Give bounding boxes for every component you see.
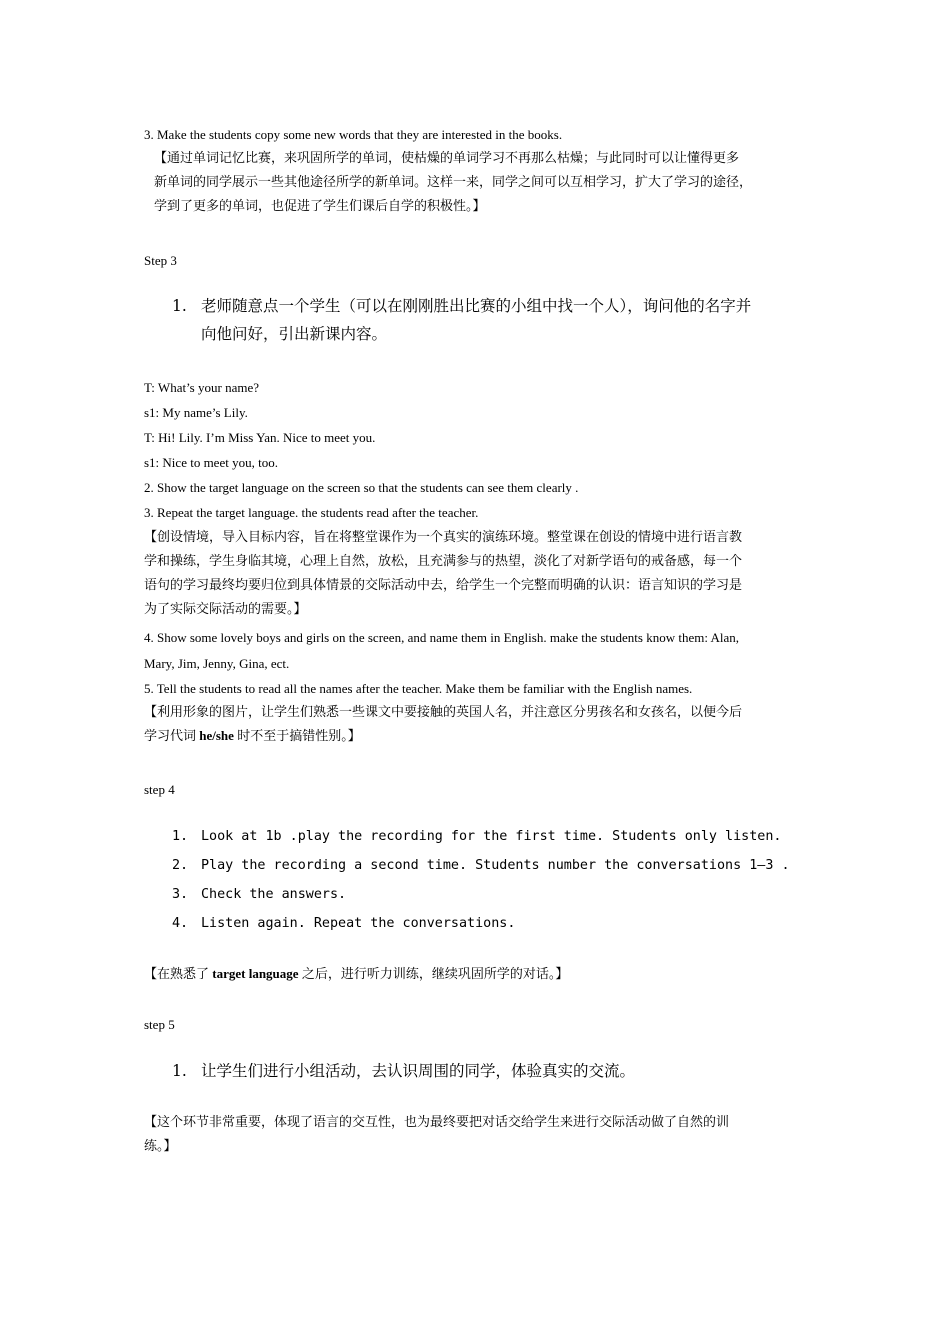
dialogue <box>144 375 812 525</box>
dialogue-line: T: What’s your name? <box>144 380 259 395</box>
note-text: 时不至于搞错性别。】 <box>233 728 361 743</box>
step2-note-line: 【通过单词记忆比赛，来巩固所学的单词，使枯燥的单词学习不再那么枯燥；与此同时可以让懂得更多 <box>154 150 740 165</box>
step3-chinese-list <box>172 292 822 348</box>
dialogue-line: s1: My name’s Lily. <box>144 405 248 420</box>
note-bold-text: target language <box>212 966 299 981</box>
dialogue-line: s1: Nice to meet you, too. <box>144 455 278 470</box>
note-text: 之后，进行听力训练，继续巩固所学的对话。】 <box>298 966 569 981</box>
list-text <box>201 292 751 348</box>
list-number: 3. <box>172 887 189 902</box>
list-item <box>172 1057 822 1085</box>
note-text: 学习代词 <box>144 728 200 743</box>
list-number: 2. <box>172 858 189 873</box>
list-text: Play the recording a second time. Students number the conversations 1—3 . <box>201 858 790 873</box>
step3-heading: Step 3 <box>144 253 177 268</box>
note-line: 练。】 <box>144 1138 177 1153</box>
step5-note <box>144 1110 812 1158</box>
step5-heading: step 5 <box>144 1017 175 1032</box>
list-number: 1. <box>172 829 189 844</box>
step3-item-4 <box>144 625 812 677</box>
step3-item-5: 5. Tell the students to read all the names after the teacher. Make them be familiar with the English names. <box>144 681 693 696</box>
step4-list <box>172 822 832 938</box>
list-number: 4. <box>172 916 189 931</box>
dialogue-line: T: Hi! Lily. I’m Miss Yan. Nice to meet you. <box>144 430 376 445</box>
step4-note <box>144 961 812 986</box>
step4-heading: step 4 <box>144 782 175 797</box>
item-line: 4. Show some lovely boys and girls on the screen, and name them in English. make the students know them: Alan, <box>144 630 740 645</box>
item-line: Mary, Jim, Jenny, Gina, ect. <box>144 656 290 671</box>
step3-note-2 <box>144 700 812 748</box>
note-line: 为了实际交际活动的需要。】 <box>144 601 307 616</box>
list-text: Listen again. Repeat the conversations. <box>201 916 516 931</box>
step2-note-line: 学到了更多的单词，也促进了学生们课后自学的积极性。】 <box>154 198 486 213</box>
list-number: 1. <box>172 1062 187 1080</box>
list-text: 让学生们进行小组活动，去认识周围的同学，体验真实的交流。 <box>201 1062 636 1080</box>
list-text-line: 老师随意点一个学生（可以在刚刚胜出比赛的小组中找一个人），询问他的名字并 <box>201 297 752 315</box>
list-text: Look at 1b .play the recording for the first time. Students only listen. <box>201 829 782 844</box>
step5-chinese-list <box>172 1057 822 1085</box>
list-item <box>172 851 832 880</box>
list-text: Check the answers. <box>201 887 347 902</box>
list-item <box>172 880 832 909</box>
list-text-line: 向他问好，引出新课内容。 <box>201 325 388 343</box>
list-item <box>172 292 822 348</box>
step3-note-1 <box>144 525 812 621</box>
step2-note <box>154 146 812 218</box>
note-bold-text: he/she <box>199 728 234 743</box>
step2-note-line: 新单词的同学展示一些其他途径所学的新单词。这样一来，同学之间可以互相学习，扩大了学习的途径， <box>154 174 753 189</box>
list-number: 1. <box>172 297 187 315</box>
note-text: 【在熟悉了 <box>144 966 213 981</box>
step3-item-2: 2. Show the target language on the screen so that the students can see them clearly . <box>144 480 579 495</box>
note-line: 【利用形象的图片，让学生们熟悉一些课文中要接触的英国人名，并注意区分男孩名和女孩名，以便今后 <box>144 704 743 719</box>
note-line: 【这个环节非常重要，体现了语言的交互性，也为最终要把对话交给学生来进行交际活动做了自然的训 <box>144 1114 730 1129</box>
note-line: 学和操练，学生身临其境，心理上自然，放松，且充满参与的热望，淡化了对新学语句的戒备感，每一个 <box>144 553 743 568</box>
note-line: 语句的学习最终均要归位到具体情景的交际活动中去，给学生一个完整而明确的认识：语言知识的学习是 <box>144 577 743 592</box>
note-line <box>144 724 812 748</box>
list-item <box>172 909 832 938</box>
step3-item-3: 3. Repeat the target language. the students read after the teacher. <box>144 505 479 520</box>
note-line: 【创设情境，导入目标内容，旨在将整堂课作为一个真实的演练环境。整堂课在创设的情境中进行语言教 <box>144 529 743 544</box>
step2-item-3: 3. Make the students copy some new words that they are interested in the books. <box>144 127 563 142</box>
list-item <box>172 822 832 851</box>
